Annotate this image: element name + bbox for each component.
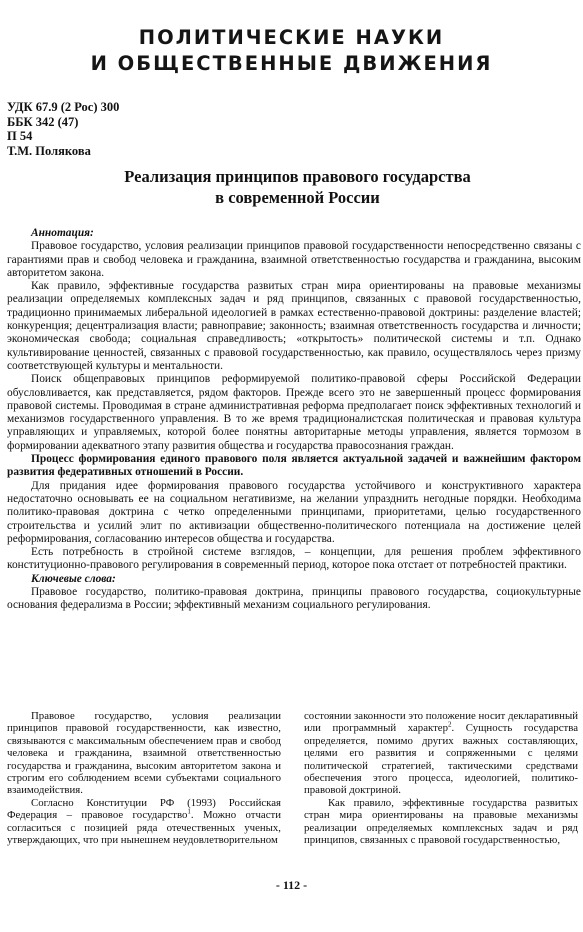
abstract-block <box>7 227 581 613</box>
footnote-ref: 2 <box>448 720 452 729</box>
author-name: Т.М. Полякова <box>7 143 91 158</box>
body-paragraph: Как правило, эффективные государства развитых стран мира ориентированы на правовые механизмы реализации определяемых комплексных задач и ряд принципов, связанных с правовой государственностью, <box>304 796 578 847</box>
footnote-ref: 1 <box>187 807 191 816</box>
article-title-line1: Реализация принципов правового государства <box>124 167 471 186</box>
body-text: Согласно Конституции РФ (1993) Российская Федерация – правовое государство <box>7 796 281 822</box>
abstract-paragraph: Как правило, эффективные государства развитых стран мира ориентированы на правовые механизмы реализации определяемых комплексных задач и ряд принципов, связанных с правовой государственностью, традиционно принимаемых либеральной идеологией в рамках естественно-правовой доктрины: разделение властей; конкуренция; децентрализация власти; равноправие; законность; взаимная ответственность государства и личности; экономическая свобода; социальная справедливость; «открытость» политической системы и т.п. Однако культивирование ценностей, связанных с правовой государственностью, как правило, осуществлялось через призму соответствующей культуры и ментальности. <box>7 280 581 372</box>
bbk-code: ББК 342 (47) <box>7 114 79 129</box>
section-heading-line1: ПОЛИТИЧЕСКИЕ НАУКИ <box>138 26 445 49</box>
body-text: состоянии законности это положение носит декларативный или программный характер <box>304 710 578 735</box>
article-metadata <box>7 100 119 158</box>
article-title-line2: в современной России <box>215 188 380 207</box>
abstract-paragraph: Для придания идее формирования правового государства устойчивого и конструктивного характера недостаточно основывать ее на социальном негативизме, на желании упразднить негодные порядки. Необходима политико-правовая доктрина с четко определенными принципами, приоритетами, целью государственного строительства и усилий элит по активизации общественно-политического потенциала на достижение целей реформирования, согласованию интересов общества и государства. <box>7 479 581 545</box>
author-index: П 54 <box>7 129 33 143</box>
page-number: - 112 - <box>275 878 308 892</box>
abstract-label: Аннотация: <box>31 227 94 239</box>
article-title <box>60 166 535 208</box>
section-heading <box>0 25 583 77</box>
right-column <box>304 710 578 846</box>
body-paragraph: Правовое государство, условия реализации принципов правовой государственности, как известно, связываются с максимальным обеспечением прав и свобод человека и гражданина, взаимной ответственностью государства и гражданина, высоким авторитетом закона и строгим его соблюдением всеми субъектами социального взаимодействия. <box>7 710 281 797</box>
abstract-paragraph: Есть потребность в стройной системе взглядов, – концепции, для решения проблем эффективного конституционно-правового регулирования в современный период, которое пока отстает от потребностей практики. <box>7 546 581 572</box>
body-text: . Сущность государства определяется, помимо других важных составляющих, целями его развития и сопряженными с целями политической стратегией, тактическими средствами обеспечения этого процесса, идеологией, политико-правовой доктриной. <box>304 722 578 797</box>
abstract-paragraph: Правовое государство, условия реализации принципов правовой государственности непосредственно связаны с гарантиями прав и свобод человека и гражданина, взаимной ответственностью государства и гражданина, высоким авторитетом закона. <box>7 240 581 279</box>
body-text: . Можно отчасти согласиться с позицией ряда отечественных ученых, утверждающих, что при нынешнем неудовлетворительном <box>7 809 281 847</box>
body-paragraph <box>7 797 281 847</box>
body-paragraph <box>304 710 578 797</box>
udk-code: УДК 67.9 (2 Рос) 300 <box>7 100 120 114</box>
keywords-label: Ключевые слова: <box>31 572 116 585</box>
abstract-key-statement: Процесс формирования единого правового поля является актуальной задачей и важнейшим фактором развития федеративных отношений в России. <box>7 453 581 479</box>
left-column <box>7 710 281 846</box>
section-heading-line2: И ОБЩЕСТВЕННЫЕ ДВИЖЕНИЯ <box>90 52 493 75</box>
abstract-paragraph: Поиск общеправовых принципов реформируемой политико-правовой сферы Российской Федерации обусловливается, как представляется, рядом факторов. Прежде всего это не завершенный процесс формирования правовой системы. Проводимая в стране административная реформа предполагает поиск эффективных технологий и механизмов государственного управления. В то же время традиционалистская политическая и правовая культура управляющих и управляемых, которой более понятны авторитарные методы управления, является тормозом в формировании адекватного этапу развития общества и государства правосознания граждан. <box>7 373 581 452</box>
keywords-text: Правовое государство, политико-правовая доктрина, принципы правового государства, социокультурные основания федерализма в России; эффективный механизм социального регулирования. <box>7 586 581 612</box>
